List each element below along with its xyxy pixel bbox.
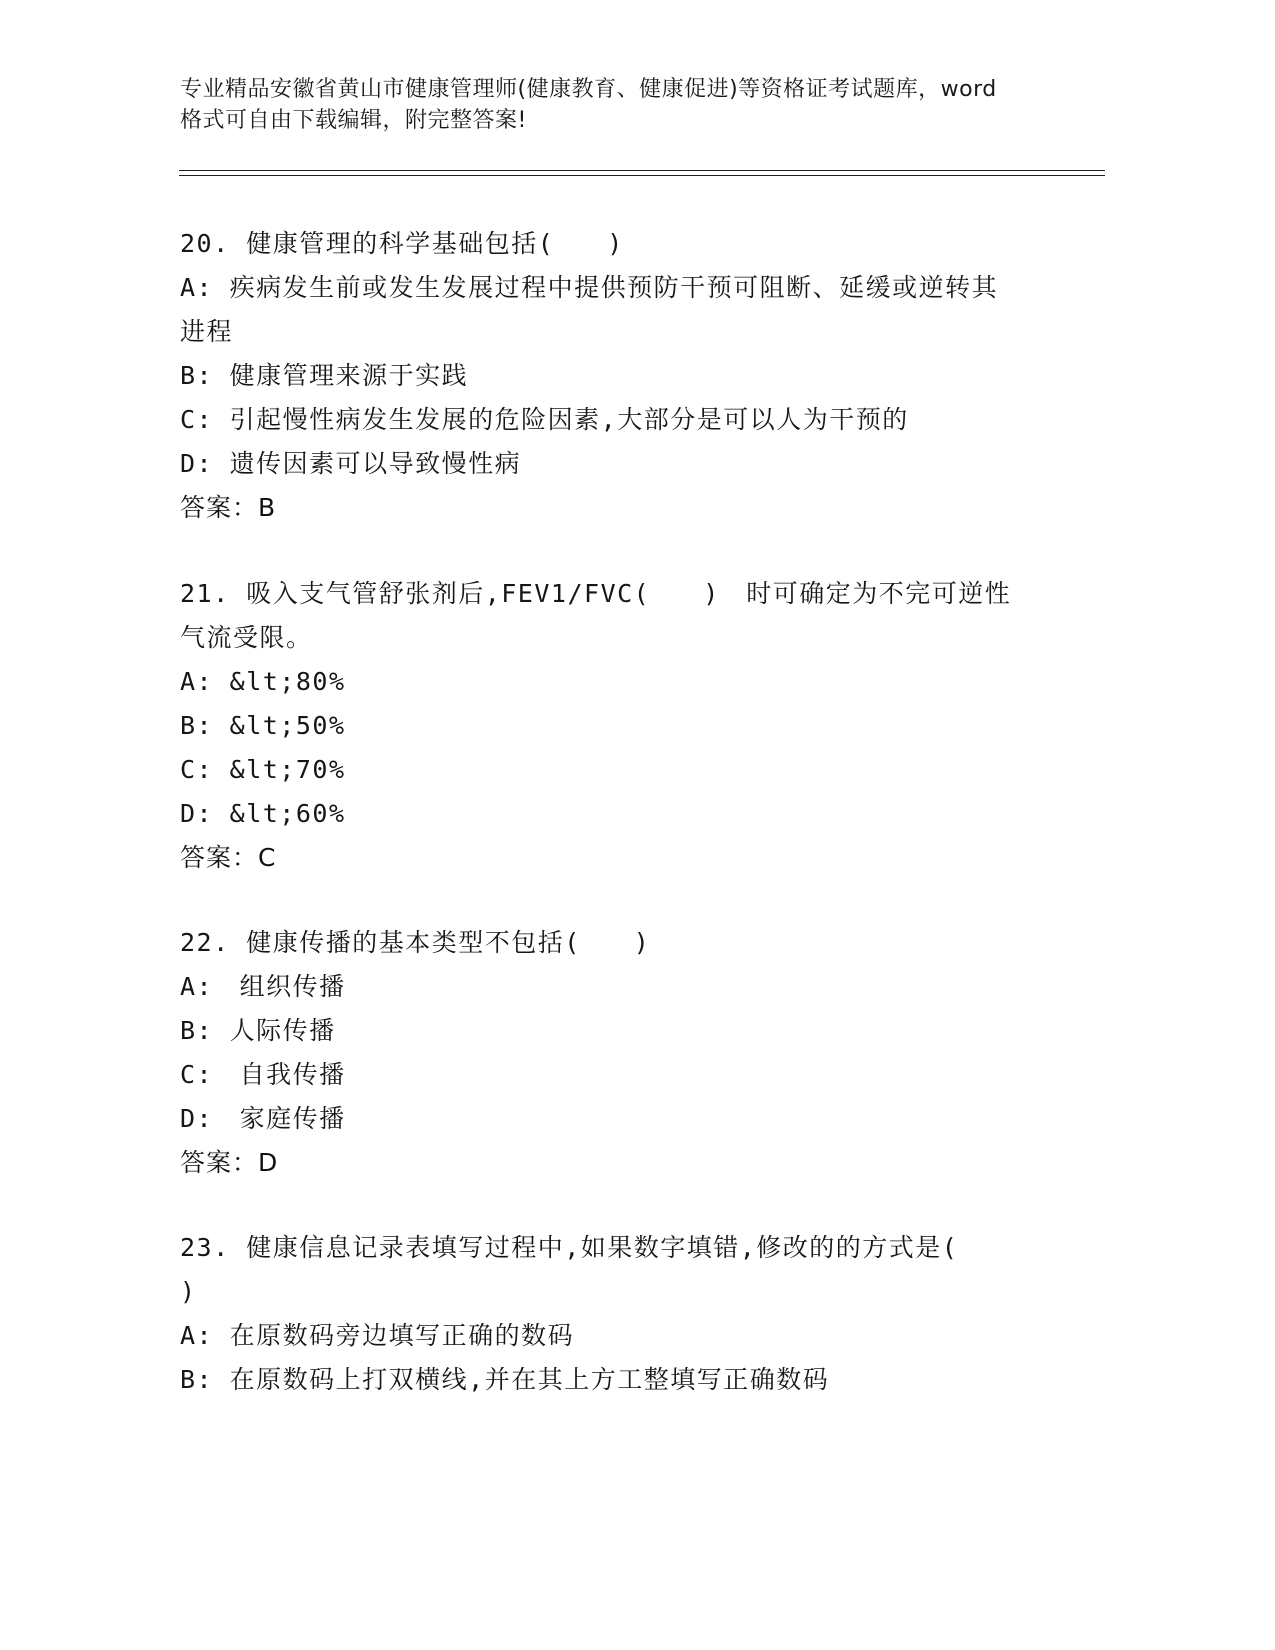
question-23	[180, 1226, 1050, 1402]
answer-text: 答案：B	[180, 493, 277, 522]
option-b: B: 人际传播	[180, 1016, 336, 1045]
question-text: 22. 健康传播的基本类型不包括( )	[180, 928, 651, 957]
header-divider-bottom	[179, 175, 1105, 176]
document-header	[180, 74, 1080, 136]
question-text: 20. 健康管理的科学基础包括( )	[180, 229, 624, 258]
option-a: A: 组织传播	[180, 972, 346, 1001]
option-a: A: &lt;80%	[180, 667, 346, 696]
question-22	[180, 921, 1050, 1185]
question-21	[180, 572, 1050, 880]
answer-text: 答案：C	[180, 843, 277, 872]
option-c: C: 引起慢性病发生发展的危险因素,大部分是可以人为干预的	[180, 405, 909, 434]
question-20	[180, 222, 1050, 530]
option-b: B: &lt;50%	[180, 711, 346, 740]
question-text: 21. 吸入支气管舒张剂后,FEV1/FVC( ) 时可确定为不完可逆性	[180, 579, 1012, 608]
option-c: C: &lt;70%	[180, 755, 346, 784]
header-divider-top	[179, 170, 1105, 171]
option-b: B: 健康管理来源于实践	[180, 361, 469, 390]
option-d: D: &lt;60%	[180, 799, 346, 828]
answer-text: 答案：D	[180, 1148, 279, 1177]
question-text-continuation: )	[180, 1277, 197, 1306]
header-text-line-2: 格式可自由下载编辑，附完整答案!	[180, 108, 527, 133]
option-d: D: 遗传因素可以导致慢性病	[180, 449, 522, 478]
header-text-line-1: 专业精品安徽省黄山市健康管理师(健康教育、健康促进)等资格证考试题库，word	[180, 77, 997, 102]
question-text: 23. 健康信息记录表填写过程中,如果数字填错,修改的的方式是(	[180, 1233, 959, 1262]
option-a: A: 在原数码旁边填写正确的数码	[180, 1321, 575, 1350]
option-d: D: 家庭传播	[180, 1104, 346, 1133]
option-a: A: 疾病发生前或发生发展过程中提供预防干预可阻断、延缓或逆转其	[180, 273, 999, 302]
question-text-continuation: 气流受限。	[180, 623, 313, 652]
option-c: C: 自我传播	[180, 1060, 346, 1089]
option-a-continuation: 进程	[180, 317, 234, 346]
option-b: B: 在原数码上打双横线,并在其上方工整填写正确数码	[180, 1365, 830, 1394]
